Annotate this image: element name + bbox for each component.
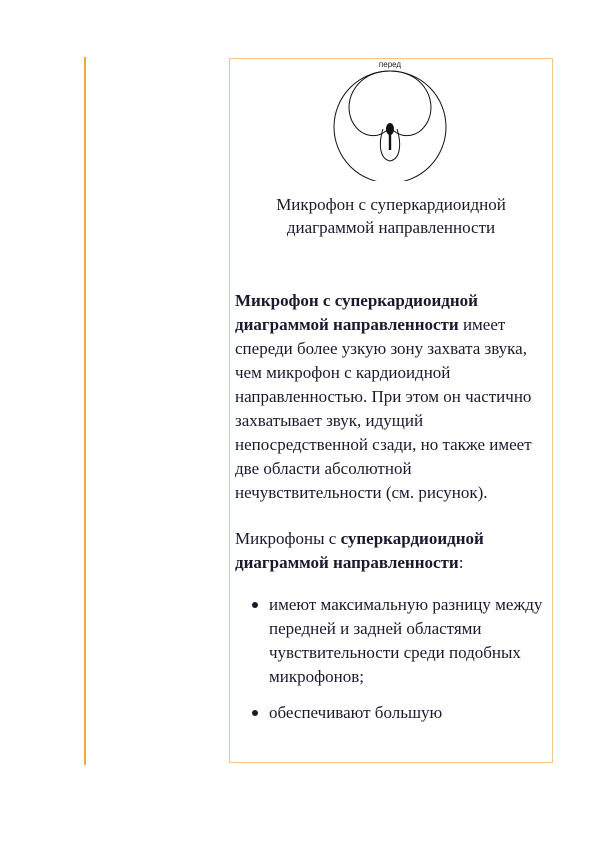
paragraph-list-intro — [235, 527, 547, 575]
caption-line-2: диаграммой направленности — [286, 218, 496, 237]
microphone-icon — [386, 123, 394, 150]
list-intro-suffix: : — [458, 553, 464, 572]
caption-line-1: Микрофон с суперкардиоидной — [276, 195, 506, 214]
left-margin-rule — [84, 57, 86, 765]
list-item-text: обеспечивают большую — [269, 703, 443, 722]
list-intro-term: суперкардиоидной диаграммой направленности — [235, 529, 484, 572]
bullet-icon — [252, 710, 258, 716]
list-item-text: имеют максимальную разницу между передней и задней областями чувствительности среди подобных микрофонов; — [269, 595, 543, 686]
paragraph-definition — [235, 289, 547, 505]
figure-caption — [230, 193, 552, 239]
list-item — [235, 593, 547, 689]
list-intro-prefix: Микрофоны с — [235, 529, 341, 548]
definition-term: Микрофон с суперкардиоидной диаграммой направленности — [235, 291, 478, 334]
body-text — [235, 289, 547, 737]
content-panel — [229, 58, 553, 763]
bullet-icon — [252, 602, 258, 608]
supercardioid-pattern-svg — [330, 59, 450, 181]
diagram-front-label: перед — [378, 60, 402, 69]
list-item — [235, 701, 547, 725]
polar-pattern-diagram — [330, 59, 450, 181]
definition-text: имеет спереди более узкую зону захвата звука, чем микрофон с кардиоидной направленностью. При этом он частично захватывает звук, идущий непосредственной сзади, но также имеет две области абсолютной нечувствительности (см. рисунок). — [235, 315, 532, 502]
feature-list — [235, 593, 547, 725]
